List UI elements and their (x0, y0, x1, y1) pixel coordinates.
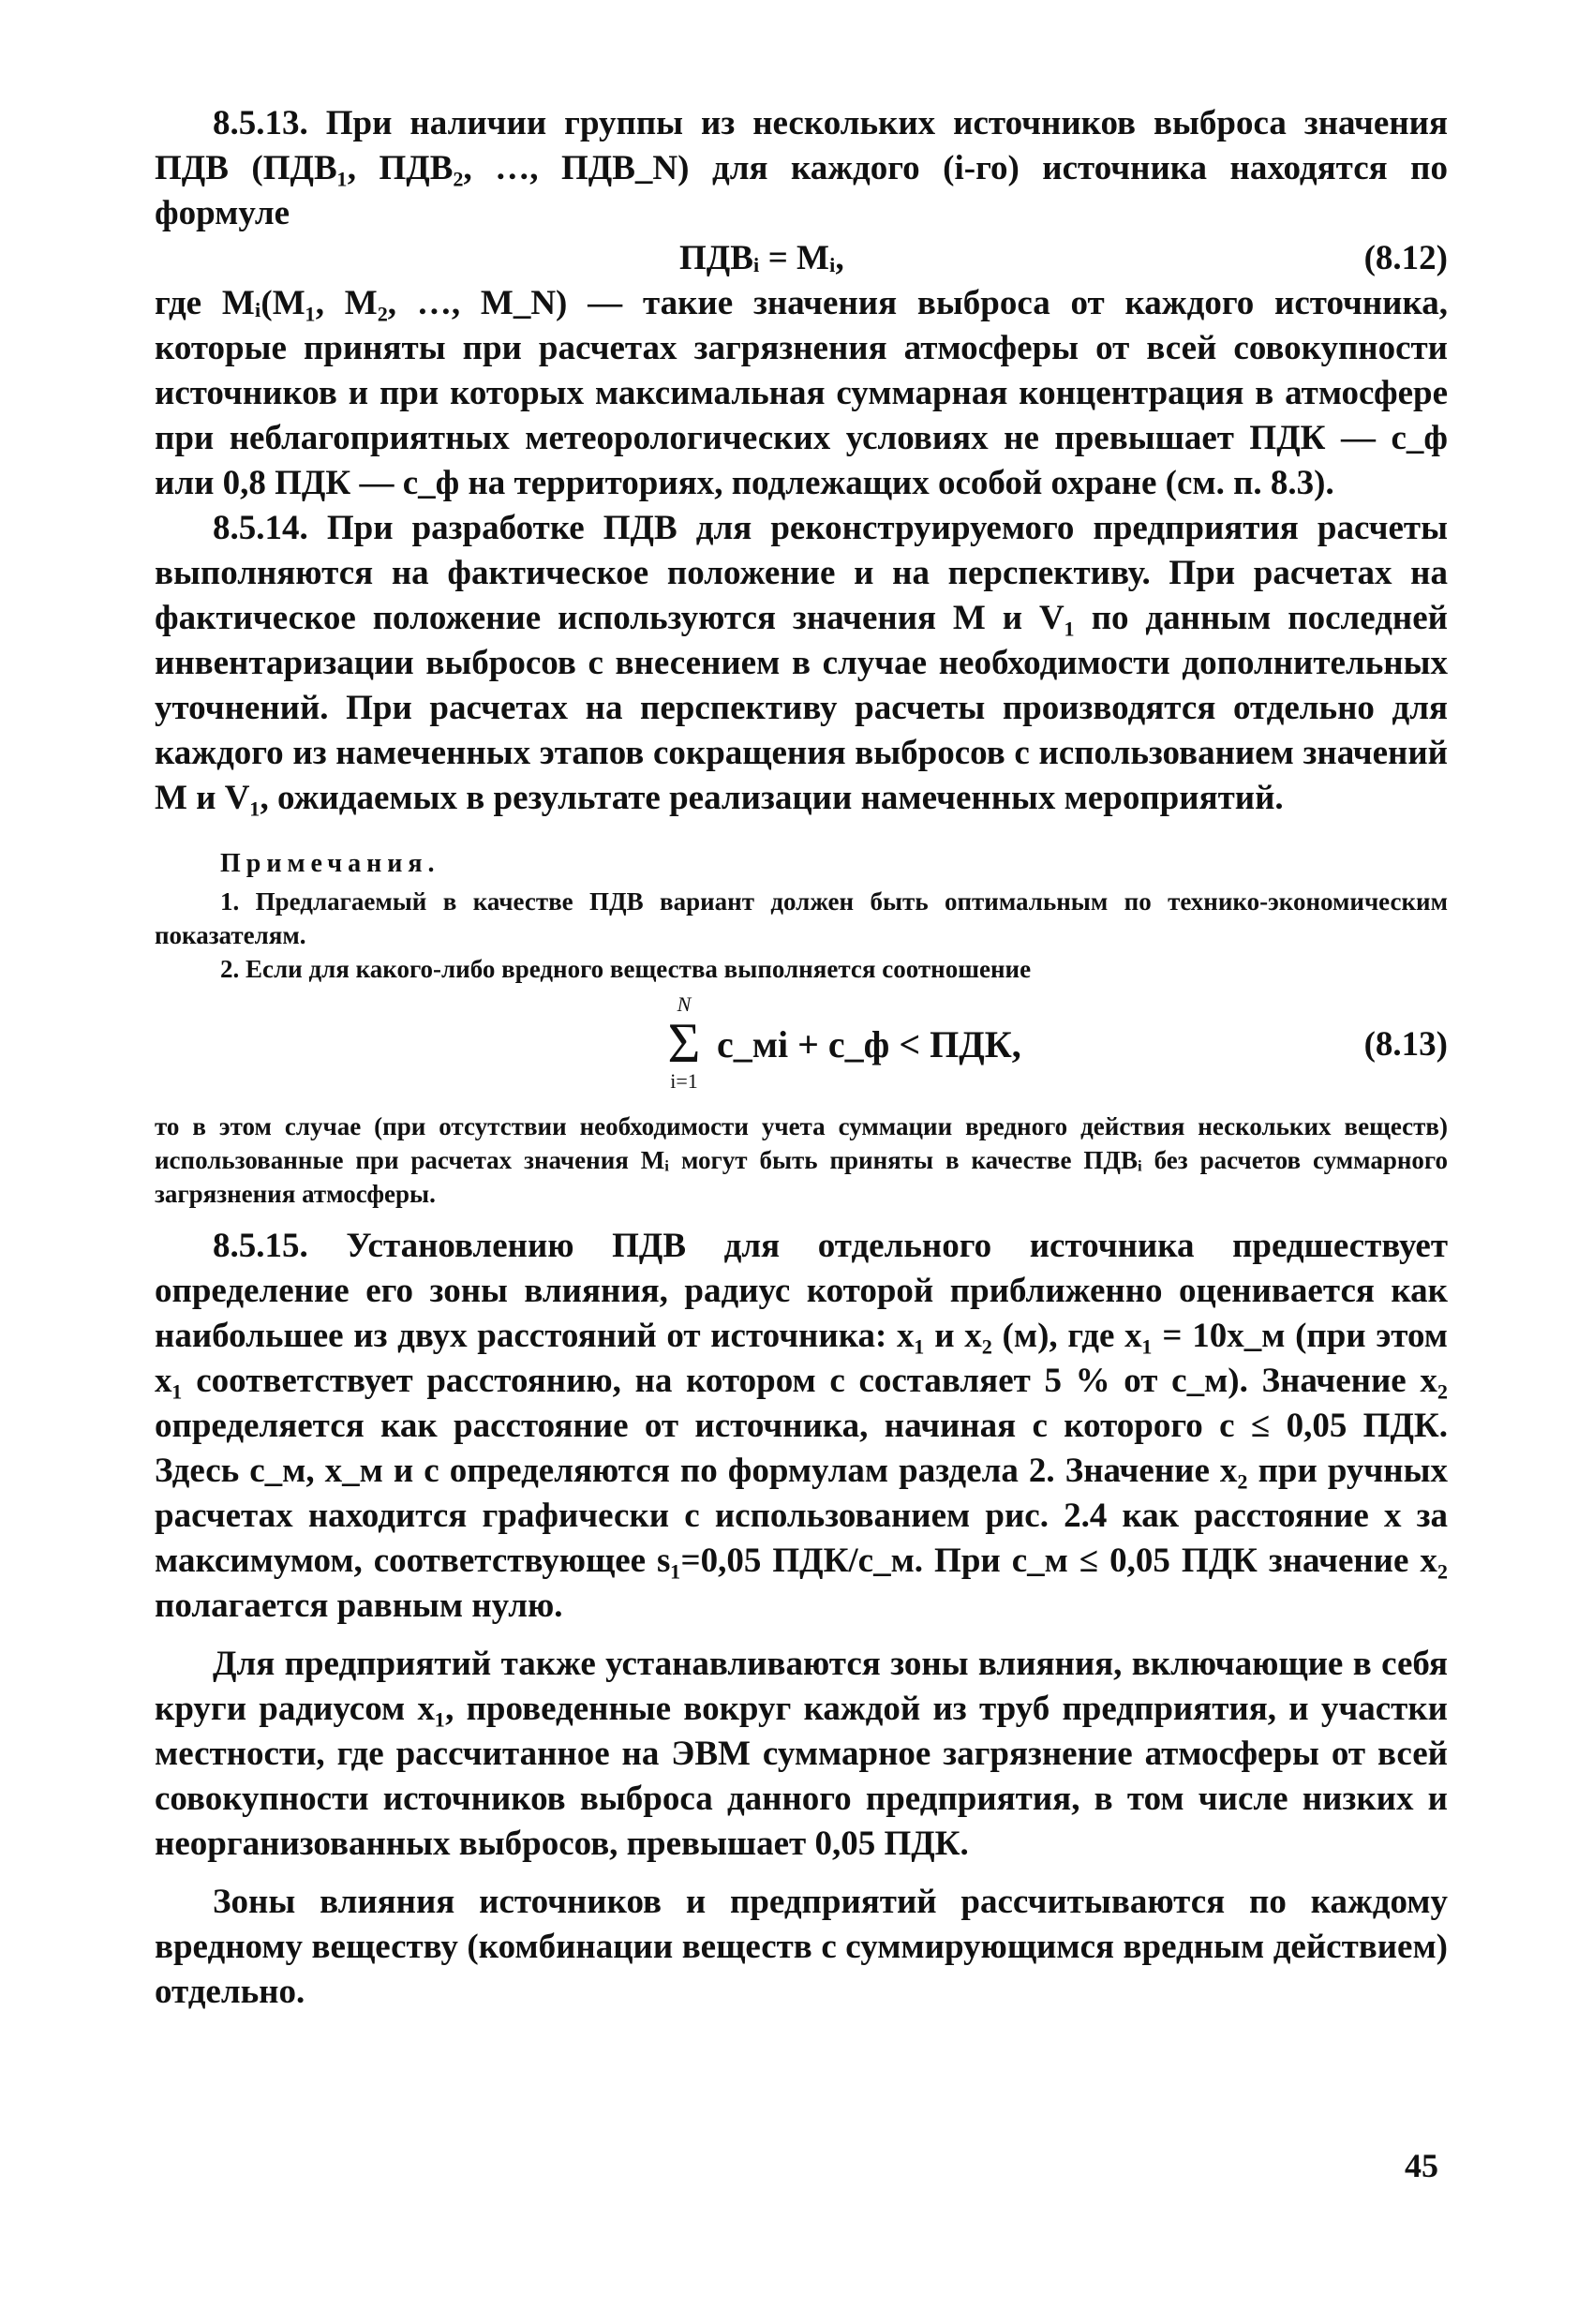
paragraph-8-5-13: 8.5.13. При наличии группы из нескольких источников выброса значения ПДВ (ПДВ₁, ПДВ₂, …, ПДВ_N) для каждого (i-го) источника находятся по формуле (155, 104, 1448, 232)
formula-8-13-expression: c_мi + c_ф < ПДК, (717, 1023, 1021, 1065)
paragraph-8-5-15: 8.5.15. Установлению ПДВ для отдельного источника предшествует определение его зоны влияния, радиус которой приближенно оценивается как наибольшее из двух расстояний от источника: x₁ и x₂ (м), где x₁ = 10x_м (при этом x₁ соответствует расстоянию, на котором c составляет 5 % от c_м). Значение x₂ определяется как расстояние от источника, начиная с которого c ≤ 0,05 ПДК. Здесь c_м, x_м и c определяются по формулам раздела 2. Значение x₂ при ручных расчетах находится графически с использованием рис. 2.4 как расстояние x за максимумом, соответствующее s₁=0,05 ПДК/c_м. При c_м ≤ 0,05 ПДК значение x₂ полагается равным нулю. (155, 1227, 1448, 1625)
text-column (155, 101, 1448, 2015)
summation-operator (656, 993, 712, 1093)
paragraph-8-5-14: 8.5.14. При разработке ПДВ для реконструируемого предприятия расчеты выполняются на фактическое положение и на перспективу. При расчетах на фактическое положение используются значения M и V₁ по данным последней инвентаризации выбросов с внесением в случае необходимости дополнительных уточнений. При расчетах на перспективу расчеты производятся отдельно для каждого из намеченных этапов сокращения выбросов с использованием значений M и V₁, ожидаемых в результате реализации намеченных мероприятий. (155, 509, 1448, 817)
note-1: 1. Предлагаемый в качестве ПДВ вариант должен быть оптимальным по технико-экономическим показателям. (155, 887, 1448, 949)
paragraph-8-5-13-continuation: где Mᵢ(M₁, M₂, …, M_N) — такие значения выброса от каждого источника, которые приняты при расчетах загрязнения атмосферы от всей совокупности источников и при которых максимальная суммарная концентрация в атмосфере при неблагоприятных метеорологических условиях не превышает ПДК — c_ф или 0,8 ПДК — c_ф на территориях, подлежащих особой охране (см. п. 8.3). (155, 284, 1448, 502)
formula-8-12-expression: ПДВᵢ = Mᵢ, (679, 239, 844, 277)
formula-8-13-number: (8.13) (1363, 1025, 1448, 1064)
paragraph-calculation: Зоны влияния источников и предприятий рассчитываются по каждому вредному веществу (комбинации веществ с суммирующимся вредным действием) отдельно. (155, 1883, 1448, 2011)
note-2: 2. Если для какого-либо вредного вещества выполняется соотношение (220, 955, 1032, 983)
paragraph-zones: Для предприятий также устанавливаются зоны влияния, включающие в себя круги радиусом x₁, проведенные вокруг каждой из труб предприятия, и участки местности, где рассчитанное на ЭВМ суммарное загрязнение атмосферы от всей совокупности источников выброса данного предприятия, в том числе низких и неорганизованных выбросов, превышает 0,05 ПДК. (155, 1645, 1448, 1863)
summation-lower-limit: i=1 (670, 1069, 698, 1093)
formula-8-12-number: (8.12) (1363, 239, 1448, 277)
summation-upper-limit: N (677, 992, 692, 1016)
formula-8-13 (155, 993, 1448, 1104)
formula-8-12 (155, 236, 1448, 281)
note-2-continuation: то в этом случае (при отсутствии необходимости учета суммации вредного действия нескольких веществ) использованные при расчетах значения Mᵢ могут быть приняты в качестве ПДВᵢ без расчетов суммарного загрязнения атмосферы. (155, 1112, 1448, 1208)
page-number: 45 (1405, 2147, 1438, 2184)
sigma-icon: Σ (667, 1012, 701, 1074)
notes-heading: Примечания. (220, 849, 440, 878)
